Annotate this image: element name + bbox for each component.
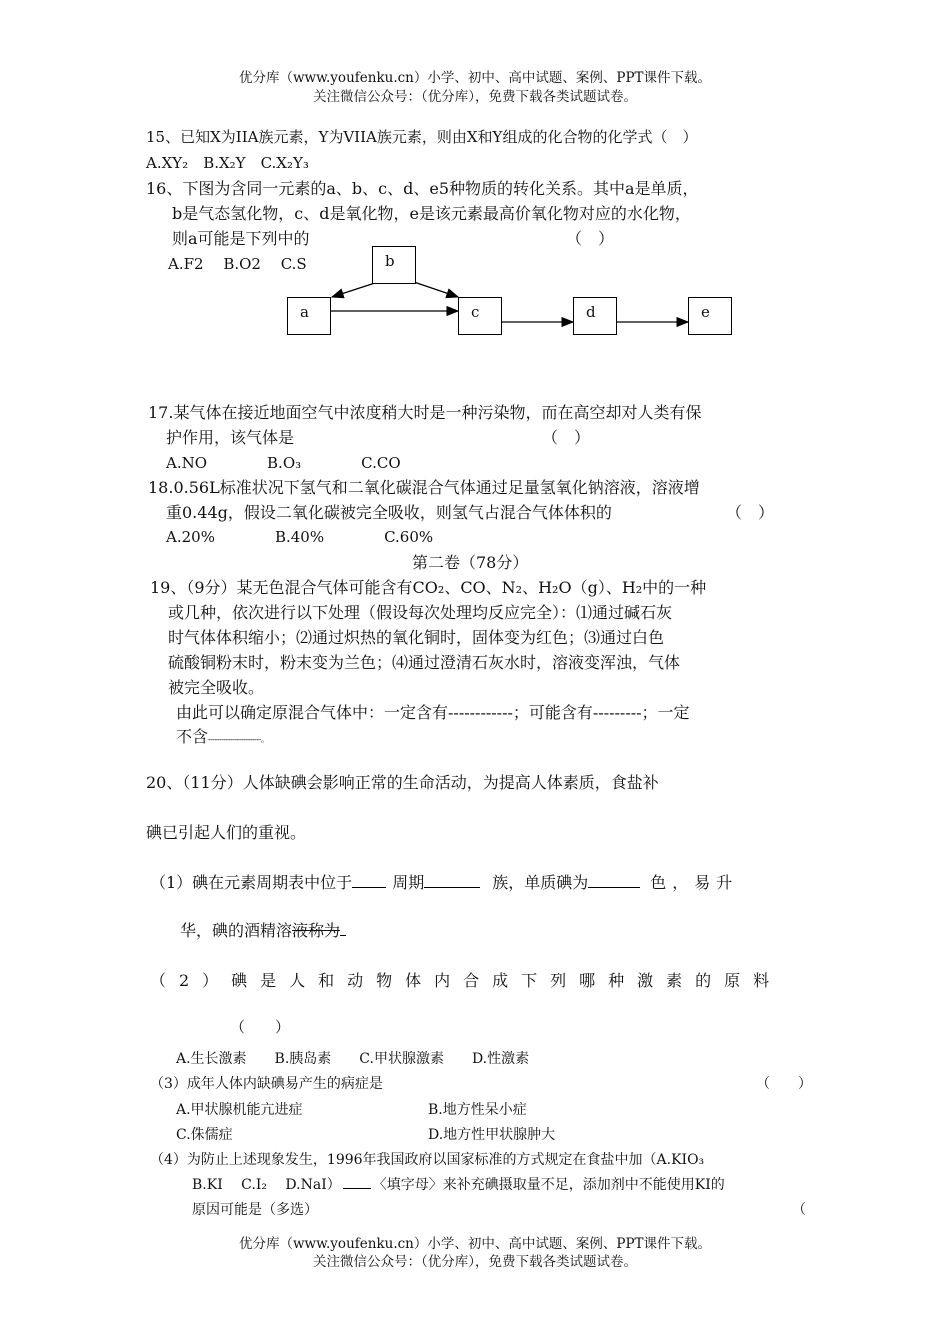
q20-part-3: （3）成年人体内缺碘易产生的病症是: [150, 1076, 383, 1092]
q20-p3-option-b: B.地方性呆小症: [428, 1102, 527, 1118]
blank-color[interactable]: [588, 887, 640, 888]
q17-answer-paren: （ ）: [542, 428, 591, 447]
q18-line-1: 18.0.56L标准状况下氢气和二氧化碳混合气体通过足量氢氧化钠溶液，溶液增: [148, 478, 700, 497]
q16-line-2: b是气态氢化物，c、d是氧化物，e是该元素最高价氧化物对应的水化物，: [172, 204, 691, 223]
q20-p2-answer-paren: （ ）: [230, 1018, 291, 1036]
q20-p3-option-c: C.侏儒症: [176, 1127, 233, 1143]
arrow-b-to-c: [414, 282, 458, 297]
diagram-box-e: e: [688, 297, 732, 335]
diagram-box-a: a: [287, 297, 331, 335]
q20-p3-option-a: A.甲状腺机能亢进症: [176, 1102, 303, 1118]
q17-options: A.NO B.O₃ C.CO: [166, 454, 401, 472]
q20-p1-line2-b: 液称为: [292, 921, 341, 940]
header-line-2: 关注微信公众号：（优分库），免费下载各类试题试卷。: [313, 89, 637, 105]
q19-line-7-text: 不含: [176, 727, 209, 746]
q15-options: A.XY₂ B.X₂Y C.X₂Y₃: [146, 154, 309, 172]
blank-iodine-additive[interactable]: [343, 1188, 371, 1189]
q15-stem: 15、已知X为IIA族元素，Y为VIIA族元素，则由X和Y组成的化合物的化学式（ ）: [146, 128, 698, 146]
q20-part-4-line-3: 原因可能是（多选）: [192, 1202, 318, 1218]
blank-period[interactable]: [352, 887, 386, 888]
q20-p1-text-a: （1）碘在元素周期表中位于: [150, 873, 353, 892]
q19-line-4: 硫酸铜粉末时，粉末变为兰色；⑷通过澄清石灰水时，溶液变浑浊，气体: [168, 653, 681, 672]
q20-p4-line2-a: B.KI C.I₂ D.NaI）: [192, 1177, 341, 1193]
q16-line-1: 16、下图为含同一元素的a、b、c、d、e5种物质的转化关系。其中a是单质，: [146, 179, 699, 198]
q18-options: A.20% B.40% C.60%: [166, 528, 434, 546]
q18-line-2: 重0.44g，假设二氧化碳被完全吸收，则氢气占混合气体体积的: [166, 503, 612, 522]
blank-tincture[interactable]: [340, 935, 346, 936]
q20-part-4-line-1: （4）为防止上述现象发生，1996年我国政府以国家标准的方式规定在食盐中加（A.KIO₃: [150, 1152, 705, 1168]
q20-p1-line2-a: 华，碘的酒精溶: [180, 921, 293, 940]
q16-answer-paren: （ ）: [566, 229, 615, 248]
q20-part-2: （2）碘是人和动物体内合成下列哪种激素的原料: [150, 971, 783, 990]
diagram-box-b: b: [372, 246, 416, 284]
q19-blank-dashes: ------------------------。: [208, 735, 269, 744]
q20-p3-answer-paren: （ ）: [756, 1076, 812, 1092]
q16-line-3: 则a可能是下列中的: [172, 229, 310, 248]
q20-p4-line2-b: 〈填字母〉来补充碘摄取量不足，添加剂中不能使用KI的: [372, 1177, 725, 1193]
q16-options: A.F2 B.O2 C.S: [168, 255, 307, 273]
header-line-1: 优分库（www.youfenku.cn）小学、初中、高中试题、案例、PPT课件下载。: [238, 70, 712, 86]
q19-line-7: [176, 724, 268, 747]
q17-line-1: 17.某气体在接近地面空气中浓度稍大时是一种污染物，而在高空却对人类有保: [148, 403, 702, 422]
q20-part-1-line-2: [180, 918, 346, 941]
q20-part-1: [150, 870, 738, 893]
diagram-box-d: d: [573, 297, 617, 335]
q19-line-1: 19、（9分）某无色混合气体可能含有CO₂、CO、N₂、H₂O（g）、H₂中的一种: [150, 578, 707, 597]
q20-line-2: 碘已引起人们的重视。: [146, 823, 307, 842]
q20-line-1: 20、（11分）人体缺碘会影响正常的生命活动，为提高人体素质，食盐补: [146, 773, 659, 792]
q19-line-2: 或几种，依次进行以下处理（假设每次处理均反应完全）：⑴通过碱石灰: [168, 603, 673, 622]
q20-p1-text-b: 周期: [392, 873, 425, 892]
q20-p1-text-d: 色，易升: [650, 873, 739, 892]
q20-p2-options: A.生长激素 B.胰岛素 C.甲状腺激素 D.性激素: [176, 1051, 530, 1067]
section-title: 第二卷（78分）: [412, 553, 529, 572]
footer-line-1: 优分库（www.youfenku.cn）小学、初中、高中试题、案例、PPT课件下载。: [238, 1236, 712, 1252]
diagram-box-c: c: [458, 297, 502, 335]
q19-line-6: 由此可以确定原混合气体中：一定含有------------；可能含有---------；一定: [176, 703, 690, 722]
q20-p1-text-c: 族，单质碘为: [492, 873, 589, 892]
footer-line-2: 关注微信公众号：（优分库），免费下载各类试题试卷。: [313, 1254, 637, 1270]
arrow-b-to-a: [332, 282, 378, 297]
blank-group[interactable]: [424, 887, 480, 888]
q20-part-4-line-2: [192, 1174, 725, 1194]
q17-line-2: 护作用，该气体是: [166, 428, 295, 447]
q20-p4-answer-paren: （: [792, 1202, 806, 1218]
q19-line-3: 时气体体积缩小；⑵通过炽热的氧化铜时，固体变为红色；⑶通过白色: [168, 628, 665, 647]
q18-answer-paren: （ ）: [726, 503, 775, 522]
q19-line-5: 被完全吸收。: [168, 678, 265, 697]
q20-p3-option-d: D.地方性甲状腺肿大: [428, 1127, 556, 1143]
